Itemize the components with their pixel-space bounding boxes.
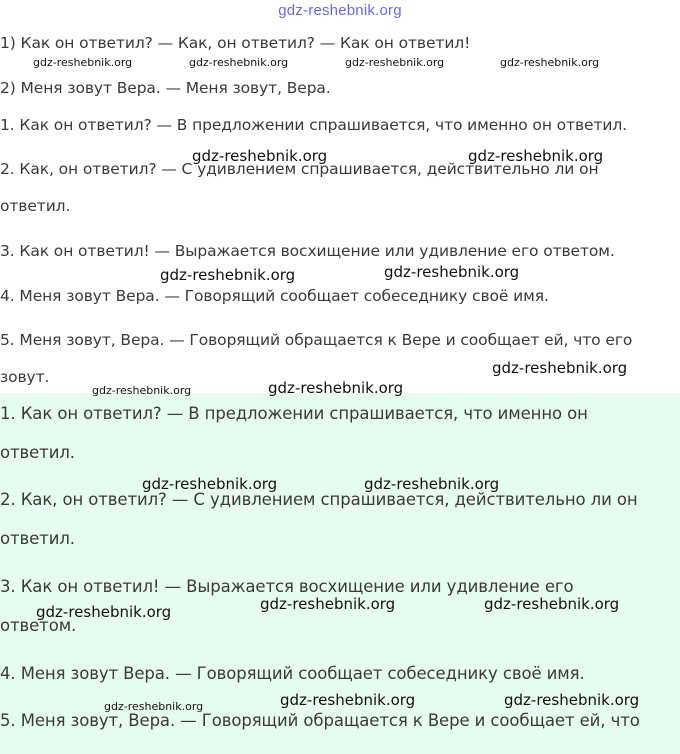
answer-line-3-cont: ответом. [0,616,77,635]
answer-line-2: 2. Как, он ответил? — С удивлением спрашивается, действительно ли он [0,490,638,509]
watermark: gdz-reshebnik.org [92,384,192,397]
watermark: gdz-reshebnik.org [36,603,172,621]
watermark: gdz-reshebnik.org [504,691,640,709]
answer-line-1-cont: ответил. [0,443,75,462]
watermark: gdz-reshebnik.org [142,475,278,493]
answer-line-3: 3. Как он ответил! — Выражается восхищение или удивление его [0,577,574,596]
watermark: gdz-reshebnik.org [189,56,289,69]
answer-line-1: 1. Как он ответил? — В предложении спрашивается, что именно он [0,404,588,423]
watermark: gdz-reshebnik.org [192,147,328,165]
site-header-link[interactable]: gdz-reshebnik.org [278,2,402,19]
watermark: gdz-reshebnik.org [468,147,604,165]
explanation-5-cont: зовут. [0,368,50,386]
watermark: gdz-reshebnik.org [104,700,204,713]
watermark: gdz-reshebnik.org [500,56,600,69]
answer-line-5: 5. Меня зовут, Вера. — Говорящий обращается к Вере и сообщает ей, что [0,711,640,730]
answer-line-2-cont: ответил. [0,529,75,548]
explanation-2-cont: ответил. [0,197,71,215]
example-line-2: 2) Меня зовут Вера. — Меня зовут, Вера. [0,79,331,97]
watermark: gdz-reshebnik.org [484,595,620,613]
watermark: gdz-reshebnik.org [384,263,520,281]
explanation-1: 1. Как он ответил? — В предложении спрашивается, что именно он ответил. [0,116,628,134]
explanation-2: 2. Как, он ответил? — С удивлением спрашивается, действительно ли он [0,160,599,178]
explanation-4: 4. Меня зовут Вера. — Говорящий сообщает собеседнику своё имя. [0,287,549,305]
watermark: gdz-reshebnik.org [260,595,396,613]
watermark: gdz-reshebnik.org [364,475,500,493]
watermark: gdz-reshebnik.org [280,691,416,709]
explanation-5: 5. Меня зовут, Вера. — Говорящий обращается к Вере и сообщает ей, что его [0,331,633,349]
watermark: gdz-reshebnik.org [268,379,404,397]
explanation-3: 3. Как он ответил! — Выражается восхищение или удивление его ответом. [0,242,615,260]
answer-line-4: 4. Меня зовут Вера. — Говорящий сообщает собеседнику своё имя. [0,664,585,683]
watermark: gdz-reshebnik.org [33,56,133,69]
example-line-1: 1) Как он ответил? — Как, он ответил? — Как он ответил! [0,34,471,52]
watermark: gdz-reshebnik.org [160,266,296,284]
watermark: gdz-reshebnik.org [492,359,628,377]
watermark: gdz-reshebnik.org [345,56,445,69]
